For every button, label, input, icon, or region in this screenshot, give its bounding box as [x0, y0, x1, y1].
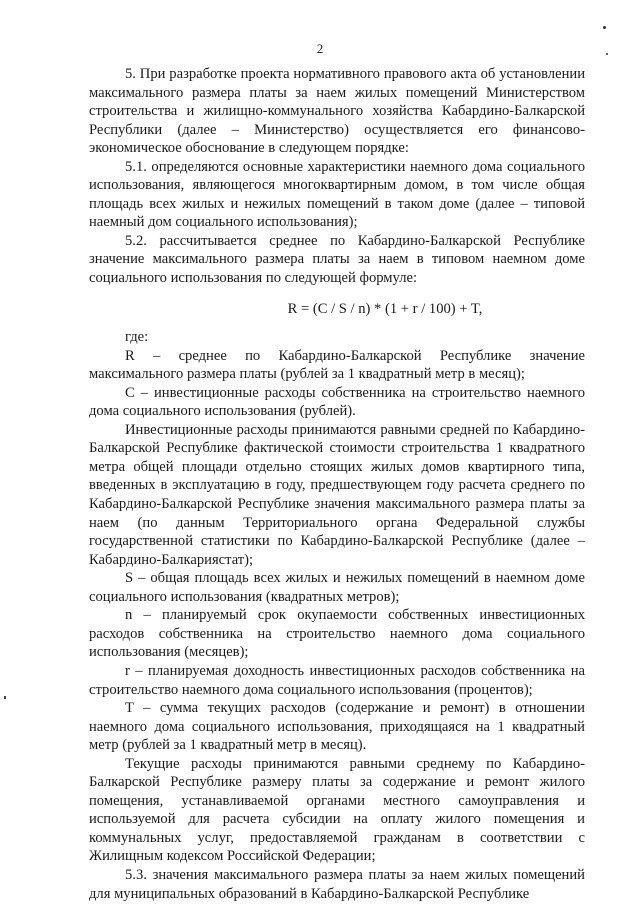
- scan-speck: [603, 26, 606, 29]
- definition-R: R – среднее по Кабардино-Балкарской Республике значение максимального размера платы (рублей за 1 квадратный метр в месяц);: [89, 347, 585, 383]
- scan-edge-mark: [4, 696, 6, 699]
- paragraph-5-1: 5.1. определяются основные характеристики наемного дома социального использования, являющегося многоквартирным домом, в том числе общая площадь всех жилых и нежилых помещений в таком доме (далее – типовой наемный дом социального использования);: [89, 158, 585, 231]
- definition-r: r – планируемая доходность инвестиционных расходов собственника на строительство наемного дома социального использования (процентов);: [89, 662, 585, 698]
- definition-C: C – инвестиционные расходы собственника на строительство наемного дома социального использования (рублей).: [89, 384, 585, 420]
- paragraph-5-3: 5.3. значения максимального размера платы за наем жилых помещений для муниципальных образований в Кабардино-Балкарской Республике: [89, 866, 585, 902]
- scan-speck: [606, 53, 608, 55]
- definition-n: n – планируемый срок окупаемости собственных инвестиционных расходов собственника на строительство наемного дома социального использования (месяцев);: [89, 607, 585, 661]
- page-number: 2: [316, 41, 324, 56]
- paragraph-5: 5. При разработке проекта нормативного правового акта об установлении максимального размера платы за наем жилых помещений Министерством строительства и жилищно-коммунального хозяйства Кабардино-Балкарской Республики (далее – Министерство) осуществляется его финансово-экономическое обоснование в следующем порядке:: [89, 66, 585, 157]
- definition-S: S – общая площадь всех жилых и нежилых помещений в наемном доме социального использования (квадратных метров);: [89, 570, 585, 605]
- paragraph-5-2: 5.2. рассчитывается среднее по Кабардино-Балкарской Республике значение максимального размера платы за наем в типовом наемном доме социального использования по следующей формуле:: [89, 232, 585, 287]
- definition-T: T – сумма текущих расходов (содержание и ремонт) в отношении наемного дома социального использования, приходящаяся на 1 квадратный метр (рублей за 1 квадратный метр в месяц).: [89, 700, 585, 754]
- formula: R = (C / S / n) * (1 + r / 100) + T,: [287, 300, 483, 317]
- investment-costs-paragraph: Инвестиционные расходы принимаются равными средней по Кабардино-Балкарской Республике фактической стоимости строительства 1 квадратного метра общей площади отдельно стоящих жилых домов квартирного типа, введенных в эксплуатацию в году, предшествующем году расчета среднего по Кабардино-Балкарской Республике значения максимального размера платы за наем (по данным Территориального органа Федеральной службы государственной статистики по Кабардино-Балкарской Республике (далее – Кабардино-Балкариястат);: [89, 421, 585, 568]
- current-costs-paragraph: Текущие расходы принимаются равными среднему по Кабардино-Балкарской Республике размеру платы за содержание и ремонт жилого помещения, устанавливаемой органами местного самоуправления и используемой для расчета субсидии на оплату жилого помещения и коммунальных услуг, предоставляемой гражданам в соответствии с Жилищным кодексом Российской Федерации;: [89, 755, 585, 865]
- where-label: где:: [125, 329, 149, 346]
- document-body: [89, 65, 585, 903]
